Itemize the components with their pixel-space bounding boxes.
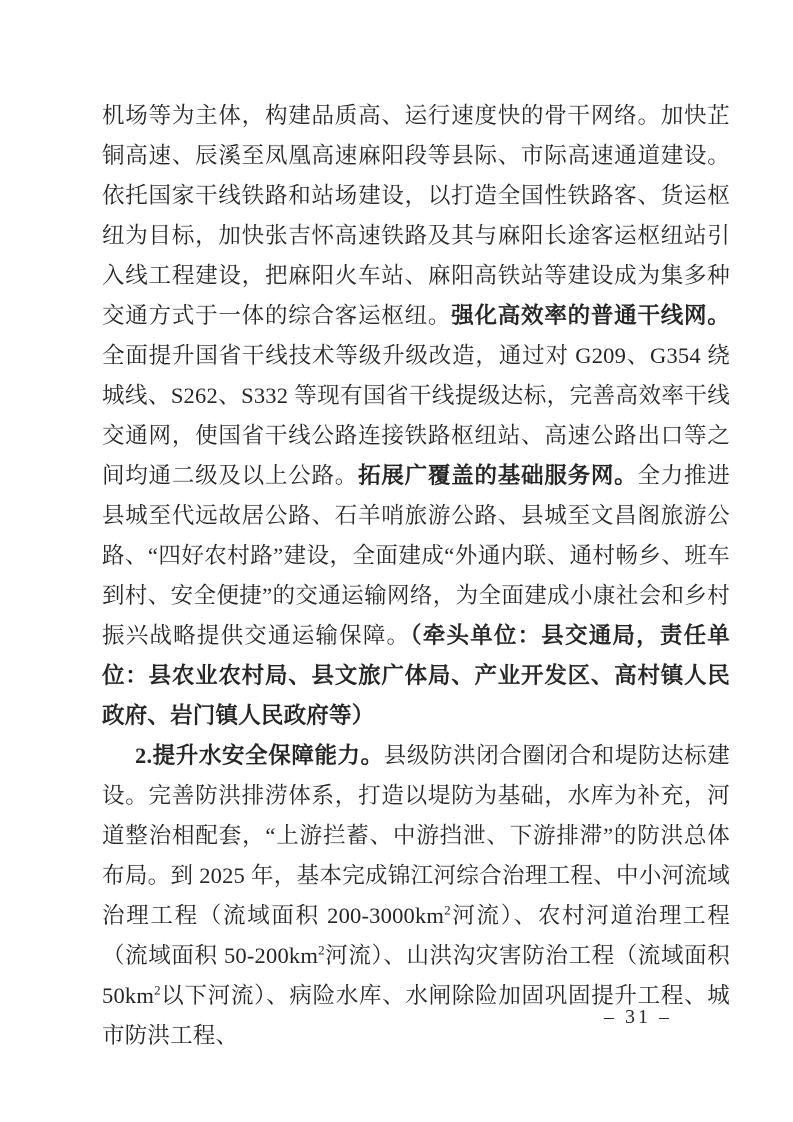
text-run: 河流）、农村河道治理工程（流域面积 50-200km xyxy=(102,903,731,968)
text-run: 机场等为主体，构建品质高、运行速度快的骨干网络。加快芷铜高速、辰溪至凤凰高速麻阳段等县际、市际高速通道建设。依托国家干线铁路和站场建设，以打造全国性铁路客、货运枢纽为目标，加快张吉怀高速铁路及其与麻阳长途客运枢纽站引入线工程建设，把麻阳火车站、麻阳高铁站等建设成为集多种交通方式于一体的综合客运枢纽。 xyxy=(102,103,730,328)
text-run: （牵头单位：县交通局，责任单位：县农业农村局、县文旅广体局、产业开发区、高村镇人民政府、岩门镇人民政府等） xyxy=(102,623,730,728)
text-run: 拓展广覆盖的基础服务网。 xyxy=(358,463,638,488)
text-run: 2.提升水安全保障能力。 xyxy=(135,743,384,768)
text-run: 全面提升国省干线技术等级升级改造，通过对 G209、G354 绕城线、S262、S332 等现有国省干线提级达标，完善高效率干线交通网，使国省干线公路连接铁路枢纽站、高速公路出口等之间均通二级及以上公路。 xyxy=(102,343,730,488)
text-run: 以下河流）、病险水库、水闸除险加固巩固提升工程、城市防洪工程、 xyxy=(102,983,730,1048)
paragraph xyxy=(102,96,730,736)
document-body xyxy=(102,96,730,1056)
text-run: 河流）、山洪沟灾害防治工程（流域面积 50km xyxy=(102,943,731,1008)
text-run: 强化高效率的普通干线网。 xyxy=(451,303,730,328)
superscript-run: 2 xyxy=(318,942,325,958)
text-run: 县级防洪闭合圈闭合和堤防达标建设。完善防洪排涝体系，打造以堤防为基础，水库为补充，河道整治相配套，“上游拦蓄、中游挡泄、下游排滞”的防洪总体布局。到 2025 年，基本完成锦江河综合治理工程、中小河流域治理工程（流域面积 200-3000km xyxy=(102,743,730,928)
text-run: 全力推进县城至代远故居公路、石羊哨旅游公路、县城至文昌阁旅游公路、“四好农村路”建设，全面建成“外通内联、通村畅乡、班车到村、安全便捷”的交通运输网络，为全面建成小康社会和乡村振兴战略提供交通运输保障。 xyxy=(102,463,731,648)
superscript-run: 2 xyxy=(444,902,451,918)
superscript-run: 2 xyxy=(154,982,161,998)
page-number: – 31 – xyxy=(604,1006,672,1028)
